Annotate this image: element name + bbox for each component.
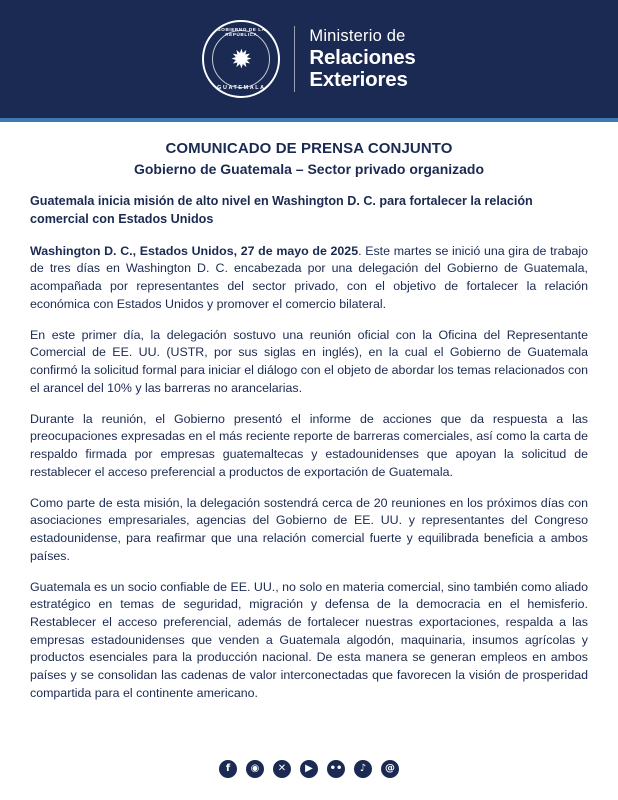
dateline: Washington D. C., Estados Unidos, 27 de mayo de 2025 — [30, 243, 359, 258]
quetzal-emblem-icon: ✹ — [230, 44, 253, 74]
document-title: COMUNICADO DE PRENSA CONJUNTO — [165, 140, 453, 157]
paragraph-1-text: . Este martes se inició una gira de trabajo de tres días en Washington D. C. encabezada por una delegación del Gobierno de Guatemala, acompañada por representantes del sector privado, con el objetivo de fortalecer la relación económica con Estados Unidos y promover el comercio bilateral. — [30, 243, 589, 311]
seal-inner-ring — [212, 30, 270, 88]
tiktok-icon[interactable]: ♪ — [354, 760, 372, 778]
document-subtitle: Gobierno de Guatemala – Sector privado organizado — [133, 161, 485, 177]
threads-icon[interactable]: @ — [381, 760, 399, 778]
flickr-icon[interactable]: •• — [327, 760, 345, 778]
social-footer — [0, 744, 618, 800]
seal-bottom-text: GUATEMALA — [217, 85, 266, 91]
ministry-line-1: Ministerio de — [309, 26, 406, 45]
paragraph-5: Guatemala es un socio confiable de EE. UU., no solo en materia comercial, sino también como aliado estratégico en temas de seguridad, migración y defensa de la democracia en el hemisferio. Restablecer el acceso preferencial, además de fortalecer nuestras exportaciones, respalda a las empresas estadounidenses que venden a Guatemala algodón, maquinaria, insumos agrícolas y productos esenciales para la producción nacional. De esta manera se generan empleos en ambos países y se consolidan las cadenas de valor interconectadas que favorecen la visión de prosperidad compartida para el continente americano. — [30, 579, 588, 700]
ministry-wordmark — [309, 28, 415, 90]
paragraph-3: Durante la reunión, el Gobierno presentó el informe de acciones que da respuesta a las preocupaciones expresadas en el más reciente reporte de barreras comerciales, así como la carta de respaldo firmada por empresas guatemaltecas y estadounidenses que apoyan la solicitud de restablecer el acceso preferencial a productos de exportación de Guatemala. — [30, 411, 588, 479]
header-divider — [294, 26, 295, 92]
headline: Guatemala inicia misión de alto nivel en Washington D. C. para fortalecer la relación comercial con Estados Unidos — [30, 194, 533, 226]
paragraph-4: Como parte de esta misión, la delegación sostendrá cerca de 20 reuniones en los próximos días con asociaciones empresariales, agencias del Gobierno de EE. UU. y representantes del Congreso estadounidense, para reafirmar que una relación comercial fuerte y equilibrada beneficia a ambos países. — [30, 495, 588, 563]
document-header — [0, 0, 618, 118]
seal-top-text: GOBIERNO DE LA REPÚBLICA — [217, 27, 266, 37]
title-block — [30, 140, 588, 177]
header-branding — [202, 20, 415, 98]
ministry-line-3: Exteriores — [309, 67, 408, 91]
paragraph-2: En este primer día, la delegación sostuvo una reunión oficial con la Oficina del Representante Comercial de EE. UU. (USTR, por sus siglas en inglés), en la cual el Gobierno de Guatemala confirmó la solicitud formal para iniciar el diálogo con el objeto de abordar los temas relacionados con el arancel del 10% y las barreras no arancelarias. — [30, 327, 588, 395]
instagram-icon[interactable]: ◉ — [246, 760, 264, 778]
youtube-icon[interactable]: ▶ — [300, 760, 318, 778]
facebook-icon[interactable]: f — [219, 760, 237, 778]
government-seal — [202, 20, 280, 98]
ministry-line-2: Relaciones — [309, 46, 416, 70]
document-body — [0, 122, 618, 744]
paragraph-1 — [30, 243, 588, 314]
x-twitter-icon[interactable]: ✕ — [273, 760, 291, 778]
